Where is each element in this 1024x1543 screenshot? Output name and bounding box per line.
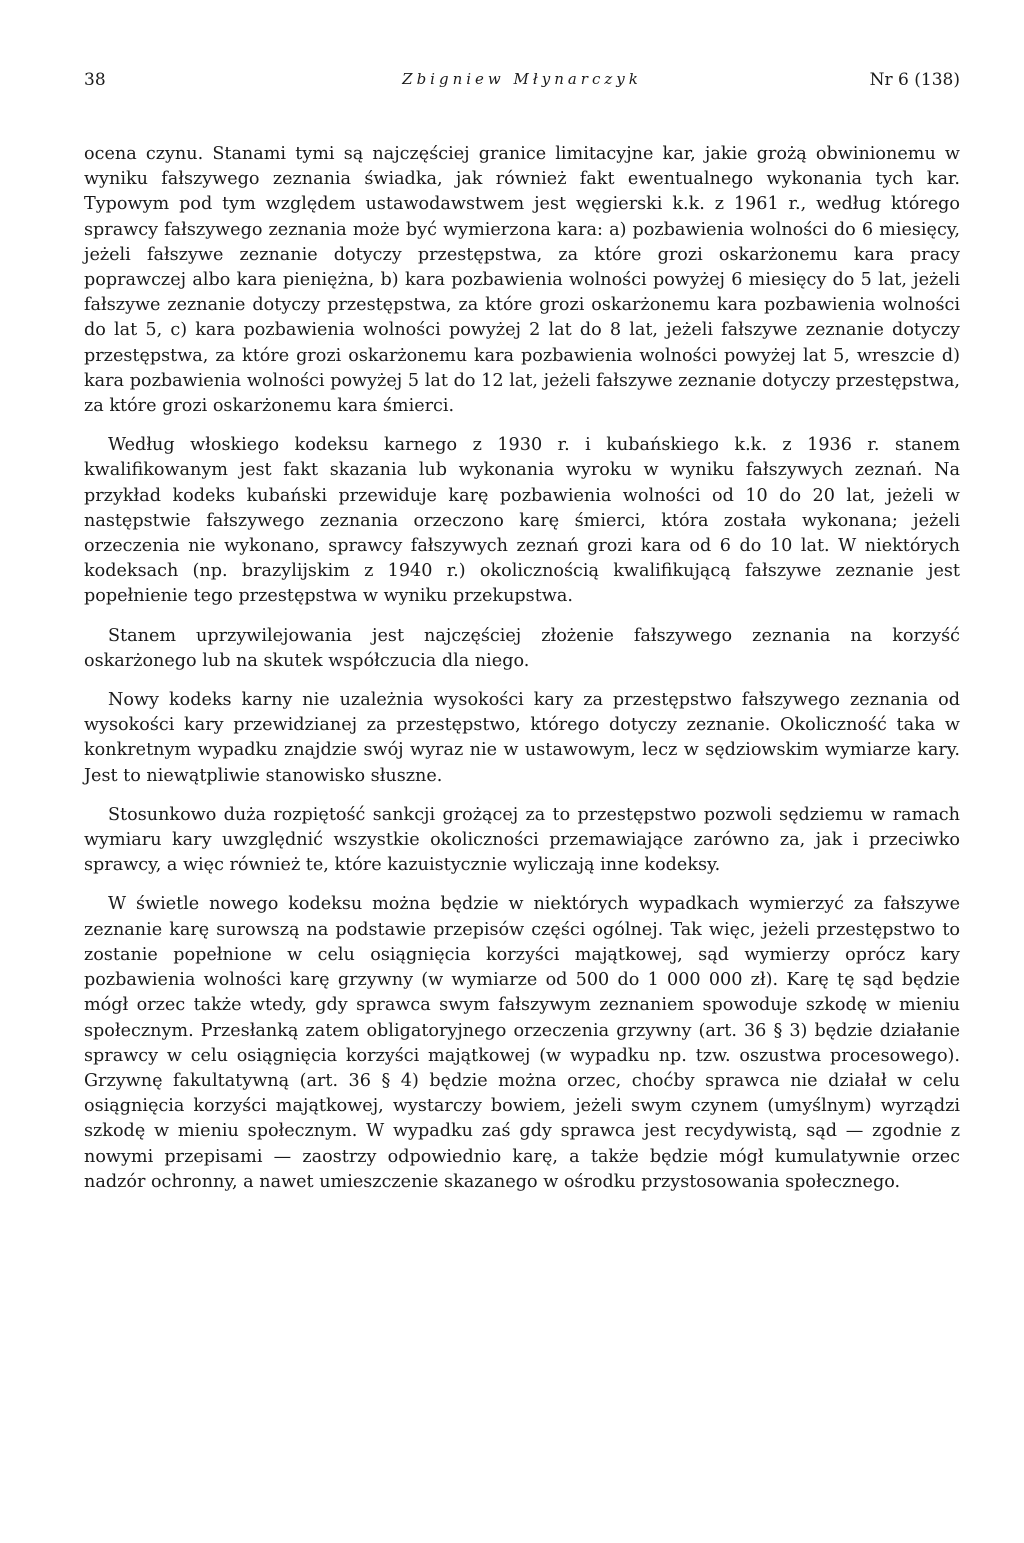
issue-number: Nr 6 (138) bbox=[869, 70, 960, 90]
running-head bbox=[84, 70, 960, 100]
running-head-author: Zbigniew Młynarczyk bbox=[402, 70, 642, 88]
paragraph: Według włoskiego kodeksu karnego z 1930 r. i kubańskiego k.k. z 1936 r. stanem kwalifikowanym jest fakt skazania lub wykonania wyroku w wyniku fałszywych zeznań. Na przykład kodeks kubański przewiduje karę pozbawienia wolności od 10 do 20 lat, jeżeli w następstwie fałszywego zeznania orzeczono karę śmierci, która została wykonana; jeżeli orzeczenia nie wykonano, sprawcy fałszywych zeznań grozi kara od 6 do 10 lat. W niektórych kodeksach (np. brazylijskim z 1940 r.) okolicznością kwalifikującą fałszywe zeznanie jest popełnienie tego przestępstwa w wyniku przekupstwa. bbox=[84, 435, 960, 607]
paragraph: W świetle nowego kodeksu można będzie w niektórych wypadkach wymierzyć za fałszywe zeznanie karę surowszą na podstawie przepisów części ogólnej. Tak więc, jeżeli przestępstwo to zostanie popełnione w celu osiągnięcia korzyści majątkowej, sąd wymierzy oprócz kary pozbawienia wolności karę grzywny (w wymiarze od 500 do 1 000 000 zł). Karę tę sąd będzie mógł orzec także wtedy, gdy sprawca swym fałszywym zeznaniem spowoduje szkodę w mieniu społecznym. Przesłanką zatem obligatoryjnego orzeczenia grzywny (art. 36 § 3) będzie działanie sprawcy w celu osiągnięcia korzyści majątkowej (w wypadku np. tzw. oszustwa procesowego). Grzywnę fakultatywną (art. 36 § 4) będzie można orzec, choćby sprawca nie działał w celu osiągnięcia korzyści majątkowej, wystarczy bowiem, jeżeli swym czynem (umyślnym) wyrządzi szkodę w mieniu społecznym. W wypadku zaś gdy sprawca jest recydywistą, sąd — zgodnie z nowymi przepisami — zaostrzy odpowiednio karę, a także będzie mógł kumulatywnie orzec nadzór ochronny, a nawet umieszczenie skazanego w ośrodku przystosowania społecznego. bbox=[84, 894, 960, 1192]
paragraph: Nowy kodeks karny nie uzależnia wysokości kary za przestępstwo fałszywego zeznania od wysokości kary przewidzianej za przestępstwo, którego dotyczy zeznanie. Okoliczność taka w konkretnym wypadku znajdzie swój wyraz nie w ustawowym, lecz w sędziowskim wymiarze kary. Jest to niewątpliwie stanowisko słuszne. bbox=[84, 690, 960, 786]
page-number: 38 bbox=[84, 70, 106, 90]
paragraph: Stanem uprzywilejowania jest najczęściej złożenie fałszywego zeznania na korzyść oskarżonego lub na skutek współczucia dla niego. bbox=[84, 625, 960, 671]
document-page bbox=[84, 70, 960, 1195]
paragraph-continued: ocena czynu. Stanami tymi są najczęściej granice limitacyjne kar, jakie grożą obwinionemu w wyniku fałszywego zeznania świadka, jak również fakt ewentualnego wykonania tych kar. Typowym pod tym względem ustawodawstwem jest węgierski k.k. z 1961 r., według którego sprawcy fałszywego zeznania może być wymierzona kara: a) pozbawienia wolności do 6 miesięcy, jeżeli fałszywe zeznanie dotyczy przestępstwa, za które grozi oskarżonemu kara pracy poprawczej albo kara pieniężna, b) kara pozbawienia wolności powyżej 6 miesięcy do 5 lat, jeżeli fałszywe zeznanie dotyczy przestępstwa, za które grozi oskarżonemu kara pozbawienia wolności do lat 5, c) kara pozbawienia wolności powyżej 2 lat do 8 lat, jeżeli fałszywe zeznanie dotyczy przestępstwa, za które grozi oskarżonemu kara pozbawienia wolności powyżej lat 5, wreszcie d) kara pozbawienia wolności powyżej 5 lat do 12 lat, jeżeli fałszywe zeznanie dotyczy przestępstwa, za które grozi oskarżonemu kara śmierci. bbox=[84, 144, 960, 417]
paragraph: Stosunkowo duża rozpiętość sankcji grożącej za to przestępstwo pozwoli sędziemu w ramach wymiaru kary uwzględnić wszystkie okoliczności przemawiające zarówno za, jak i przeciwko sprawcy, a więc również te, które kazuistycznie wyliczają inne kodeksy. bbox=[84, 804, 960, 876]
